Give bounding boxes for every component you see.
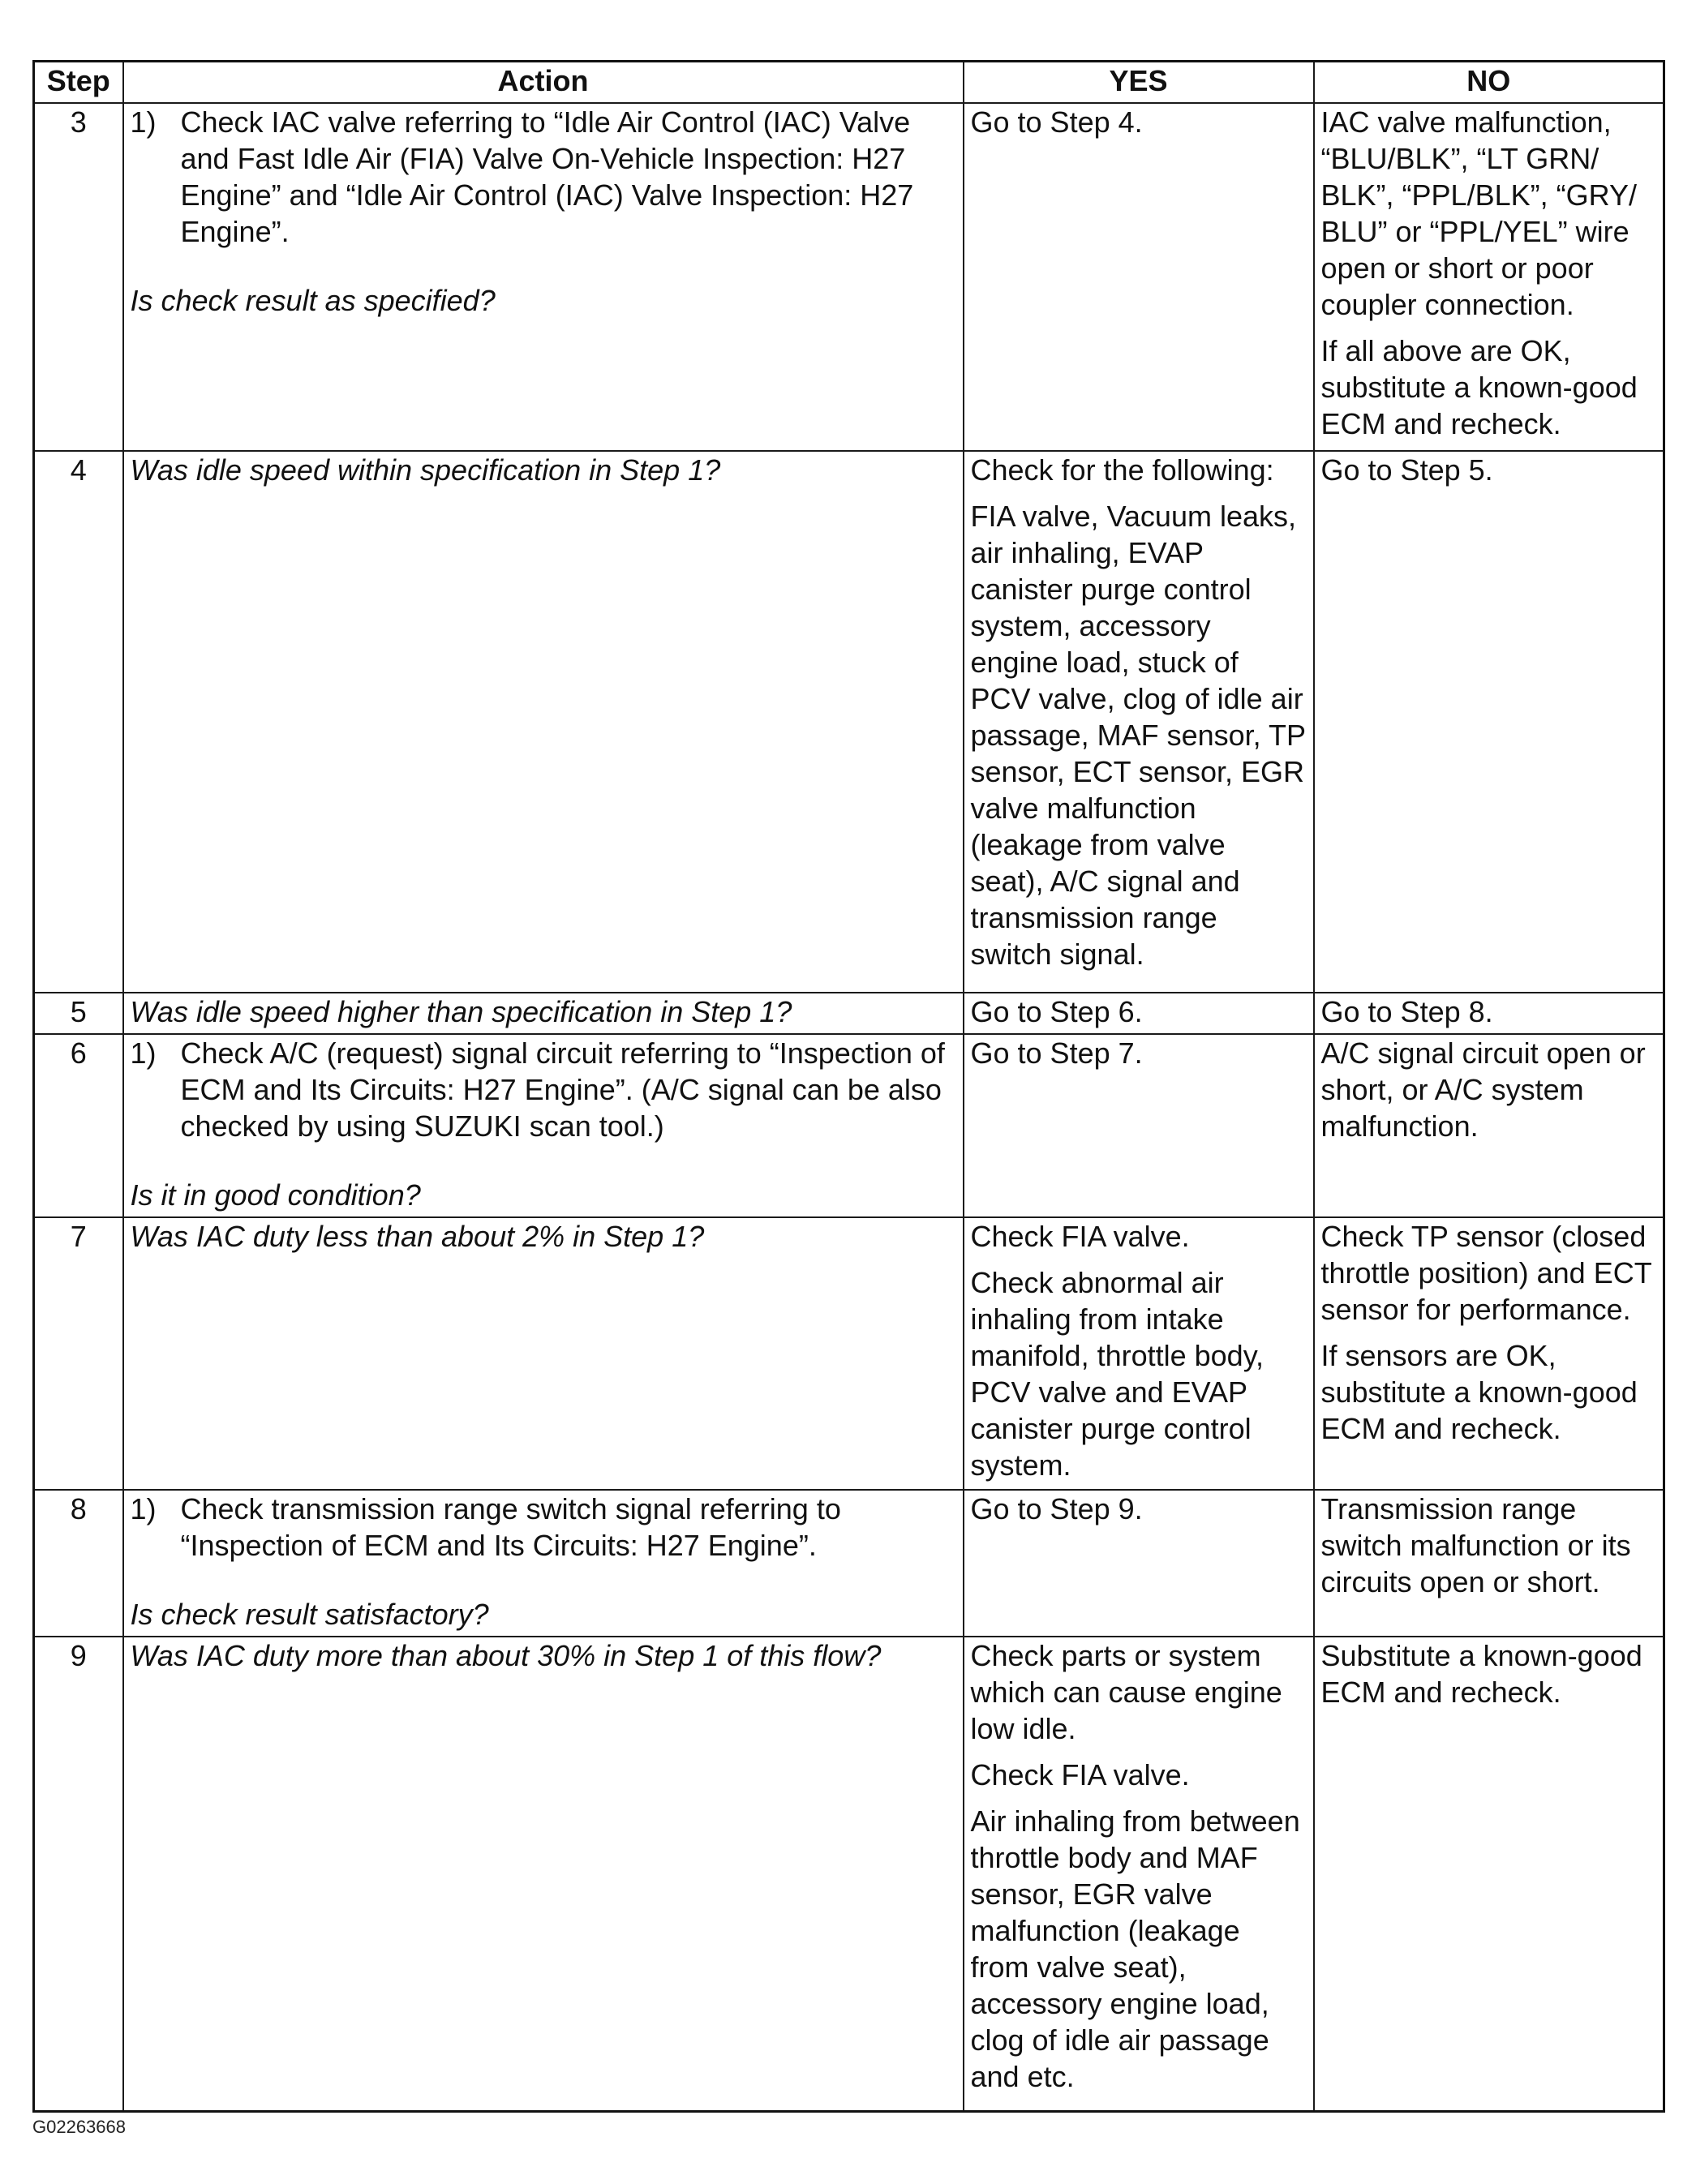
action-cell (123, 103, 964, 451)
table-row (34, 1217, 1664, 1490)
yes-cell (964, 451, 1314, 993)
yes-text: Go to Step 4. (970, 105, 1143, 139)
question-text: Is check result satisfactory? (130, 1598, 489, 1631)
no-text: Substitute a known-good ECM and recheck. (1320, 1639, 1642, 1709)
step-number: 9 (34, 1637, 123, 2111)
step-number: 6 (34, 1034, 123, 1217)
no-cell (1314, 993, 1664, 1034)
no-text: Transmission range switch malfunction or its circuits open or short. (1320, 1492, 1631, 1598)
header-action: Action (123, 62, 964, 104)
action-cell (123, 451, 964, 993)
step-number: 7 (34, 1217, 123, 1490)
header-step: Step (34, 62, 123, 104)
yes-cell (964, 993, 1314, 1034)
action-text: Check A/C (request) signal circuit referring to “Inspection of ECM and Its Circuits: H27 Engine”. (A/C signal can be also checked by using SUZUKI scan tool.) (180, 1036, 945, 1143)
question-text: Is it in good condition? (130, 1178, 421, 1212)
question-text: Was IAC duty less than about 2% in Step 1? (130, 1220, 705, 1253)
table-row (34, 1034, 1664, 1217)
yes-cell (964, 103, 1314, 451)
action-cell (123, 1217, 964, 1490)
no-cell (1314, 1217, 1664, 1490)
table-header-row (34, 62, 1664, 104)
yes-text: FIA valve, Vacuum leaks, air inhaling, EVAP canister purge control system, accessory engine load, stuck of PCV valve, clog of idle air passage, MAF sensor, TP sensor, ECT sensor, EGR valve malfunction (leakage from valve seat), A/C signal and transmission range switch signal. (970, 500, 1306, 971)
header-no: NO (1314, 62, 1664, 104)
step-number: 3 (34, 103, 123, 451)
yes-text: Air inhaling from between throttle body and MAF sensor, EGR valve malfunction (leakage from valve seat), accessory engine load, clog of idle air passage and etc. (970, 1804, 1300, 2093)
action-cell (123, 1034, 964, 1217)
diagnostic-table (32, 60, 1665, 2113)
table-row (34, 103, 1664, 451)
step-number: 4 (34, 451, 123, 993)
question-text: Was IAC duty more than about 30% in Step 1 of this flow? (130, 1639, 882, 1672)
no-text: IAC valve malfunction, “BLU/BLK”, “LT GRN/ BLK”, “PPL/BLK”, “GRY/ BLU” or “PPL/YEL” wire open or short or poor coupler connection. (1320, 105, 1637, 321)
item-number: 1) (130, 1492, 157, 1525)
no-text: Go to Step 5. (1320, 453, 1493, 487)
no-text: Go to Step 8. (1320, 995, 1493, 1028)
action-item (131, 104, 956, 250)
no-cell (1314, 451, 1664, 993)
question-text: Is check result as specified? (130, 284, 496, 317)
yes-text: Check FIA valve. (970, 1220, 1190, 1253)
figure-id: G02263668 (32, 2117, 126, 2137)
step-number: 8 (34, 1490, 123, 1637)
yes-text: Check FIA valve. (970, 1758, 1190, 1791)
no-text: If sensors are OK, substitute a known-good ECM and recheck. (1320, 1339, 1638, 1445)
no-cell (1314, 103, 1664, 451)
item-number: 1) (130, 1036, 157, 1070)
item-number: 1) (130, 105, 157, 139)
table-row (34, 1637, 1664, 2111)
action-text: Check IAC valve referring to “Idle Air Control (IAC) Valve and Fast Idle Air (FIA) Valve On-Vehicle Inspection: H27 Engine” and “Idle Air Control (IAC) Valve Inspection: H27 Engine”. (180, 105, 914, 248)
yes-cell (964, 1217, 1314, 1490)
no-text: If all above are OK, substitute a known-good ECM and recheck. (1320, 334, 1638, 440)
yes-text: Go to Step 6. (970, 995, 1143, 1028)
yes-text: Check abnormal air inhaling from intake manifold, throttle body, PCV valve and EVAP canister purge control system. (970, 1266, 1264, 1482)
action-cell (123, 993, 964, 1034)
table-row (34, 451, 1664, 993)
action-text: Check transmission range switch signal referring to “Inspection of ECM and Its Circuits: H27 Engine”. (180, 1492, 841, 1562)
header-yes: YES (964, 62, 1314, 104)
action-item (131, 1035, 956, 1144)
no-cell (1314, 1490, 1664, 1637)
question-text: Was idle speed within specification in Step 1? (130, 453, 721, 487)
no-text: Check TP sensor (closed throttle position) and ECT sensor for performance. (1320, 1220, 1652, 1326)
action-item (131, 1491, 956, 1564)
yes-text: Check for the following: (970, 453, 1274, 487)
yes-text: Check parts or system which can cause engine low idle. (970, 1639, 1282, 1745)
yes-text: Go to Step 9. (970, 1492, 1143, 1525)
no-text: A/C signal circuit open or short, or A/C system malfunction. (1320, 1036, 1646, 1143)
yes-cell (964, 1034, 1314, 1217)
step-number: 5 (34, 993, 123, 1034)
yes-text: Go to Step 7. (970, 1036, 1143, 1070)
action-cell (123, 1637, 964, 2111)
table-row (34, 993, 1664, 1034)
yes-cell (964, 1637, 1314, 2111)
no-cell (1314, 1637, 1664, 2111)
question-text: Was idle speed higher than specification in Step 1? (130, 995, 792, 1028)
table-row (34, 1490, 1664, 1637)
no-cell (1314, 1034, 1664, 1217)
yes-cell (964, 1490, 1314, 1637)
action-cell (123, 1490, 964, 1637)
